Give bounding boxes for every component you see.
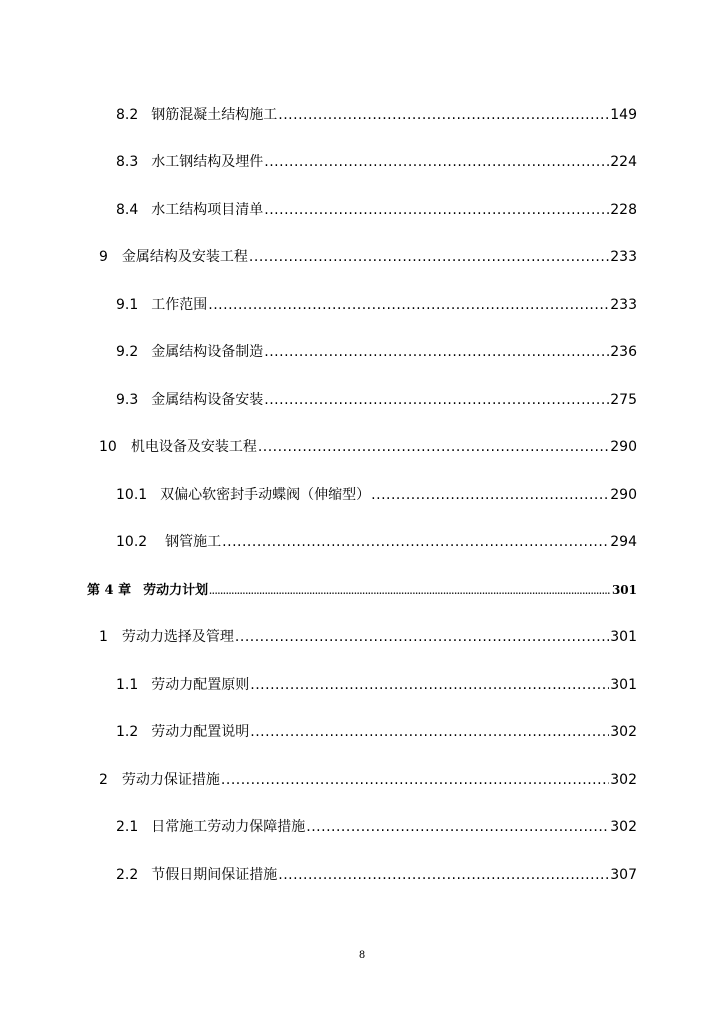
toc-number: 8.3 — [116, 154, 139, 170]
toc-dot-leader — [235, 629, 609, 645]
toc-entry-9-1[interactable] — [116, 294, 637, 316]
toc-page-number: 233 — [610, 249, 637, 265]
toc-dot-leader — [222, 534, 609, 550]
toc-entry-10[interactable] — [99, 436, 637, 458]
toc-entry-2-1[interactable] — [116, 816, 637, 838]
toc-page-number: 294 — [610, 534, 637, 550]
toc-number: 9.1 — [116, 297, 139, 313]
toc-dot-leader — [258, 439, 609, 455]
toc-dot-leader — [250, 677, 609, 693]
toc-number: 8.4 — [116, 202, 139, 218]
toc-number: 9 — [99, 249, 108, 265]
toc-page-number: 302 — [610, 772, 637, 788]
toc-title: 金属结构设备制造 — [151, 344, 264, 360]
toc-title: 双偏心软密封手动蝶阀（伸缩型） — [160, 487, 371, 503]
toc-page-number: 275 — [610, 392, 637, 408]
toc-entry-10-1[interactable] — [116, 484, 637, 506]
toc-page-number: 302 — [610, 724, 637, 740]
page-footer-number: 8 — [358, 950, 366, 961]
toc-dot-leader — [264, 344, 609, 360]
toc-page-number: 290 — [610, 487, 637, 503]
toc-dot-leader — [371, 487, 609, 503]
toc-page-number: 228 — [610, 202, 637, 218]
toc-dot-leader — [221, 772, 609, 788]
toc-title: 金属结构设备安装 — [151, 392, 264, 408]
toc-title: 劳动力保证措施 — [121, 772, 220, 788]
toc-title: 工作范围 — [151, 297, 208, 313]
toc-number: 8.2 — [116, 107, 139, 123]
toc-entry-1-2[interactable] — [116, 721, 637, 743]
toc-title: 劳动力选择及管理 — [121, 629, 234, 645]
toc-entry-1-1[interactable] — [116, 674, 637, 696]
toc-dot-leader — [264, 392, 609, 408]
toc-entry-chapter-4[interactable] — [87, 579, 637, 601]
toc-dot-leader — [208, 297, 609, 313]
toc-entry-8-2[interactable] — [116, 104, 637, 126]
toc-entry-9-2[interactable] — [116, 341, 637, 363]
toc-title: 日常施工劳动力保障措施 — [151, 819, 306, 835]
toc-page-number: 301 — [610, 677, 637, 693]
toc-number: 1.1 — [116, 677, 139, 693]
toc-title: 钢管施工 — [165, 534, 222, 550]
toc-title: 劳动力计划 — [143, 583, 209, 598]
toc-number: 2.1 — [116, 819, 139, 835]
toc-page-number: 307 — [610, 867, 637, 883]
toc-number: 9.2 — [116, 344, 139, 360]
toc-number: 第 4 章 — [87, 583, 132, 598]
toc-dot-leader — [250, 724, 609, 740]
toc-title: 钢筋混凝土结构施工 — [151, 107, 278, 123]
toc-page-number: 290 — [610, 439, 637, 455]
toc-page-number: 301 — [610, 629, 637, 645]
toc-title: 机电设备及安装工程 — [130, 439, 257, 455]
toc-dot-leader — [278, 867, 609, 883]
toc-dot-leader — [278, 107, 609, 123]
toc-entry-10-2[interactable] — [116, 531, 637, 553]
toc-page-number: 302 — [610, 819, 637, 835]
toc-number: 10.2 — [116, 534, 148, 550]
toc-number: 10 — [99, 439, 117, 455]
toc-number: 2.2 — [116, 867, 139, 883]
toc-dot-leader — [264, 154, 609, 170]
toc-entry-8-4[interactable] — [116, 199, 637, 221]
toc-dot-leader — [209, 586, 611, 596]
toc-title: 金属结构及安装工程 — [121, 249, 248, 265]
toc-dot-leader — [264, 202, 609, 218]
toc-title: 劳动力配置说明 — [151, 724, 250, 740]
toc-title: 水工结构项目清单 — [151, 202, 264, 218]
toc-page-number: 149 — [610, 107, 637, 123]
toc-page-number: 224 — [610, 154, 637, 170]
toc-title: 节假日期间保证措施 — [151, 867, 278, 883]
toc-number: 10.1 — [116, 487, 148, 503]
toc-entry-9[interactable] — [99, 246, 637, 268]
toc-title: 水工钢结构及埋件 — [151, 154, 264, 170]
toc-entry-9-3[interactable] — [116, 389, 637, 411]
toc-dot-leader — [306, 819, 609, 835]
toc-page-number: 301 — [611, 583, 637, 597]
toc-number: 1 — [99, 629, 108, 645]
toc-page-number: 233 — [610, 297, 637, 313]
toc-dot-leader — [249, 249, 609, 265]
toc-number: 2 — [99, 772, 108, 788]
toc-title: 劳动力配置原则 — [151, 677, 250, 693]
toc-page-number: 236 — [610, 344, 637, 360]
toc-entry-2-2[interactable] — [116, 864, 637, 886]
toc-entry-2[interactable] — [99, 769, 637, 791]
toc-number: 1.2 — [116, 724, 139, 740]
toc-entry-8-3[interactable] — [116, 151, 637, 173]
toc-entry-1[interactable] — [99, 626, 637, 648]
toc-number: 9.3 — [116, 392, 139, 408]
